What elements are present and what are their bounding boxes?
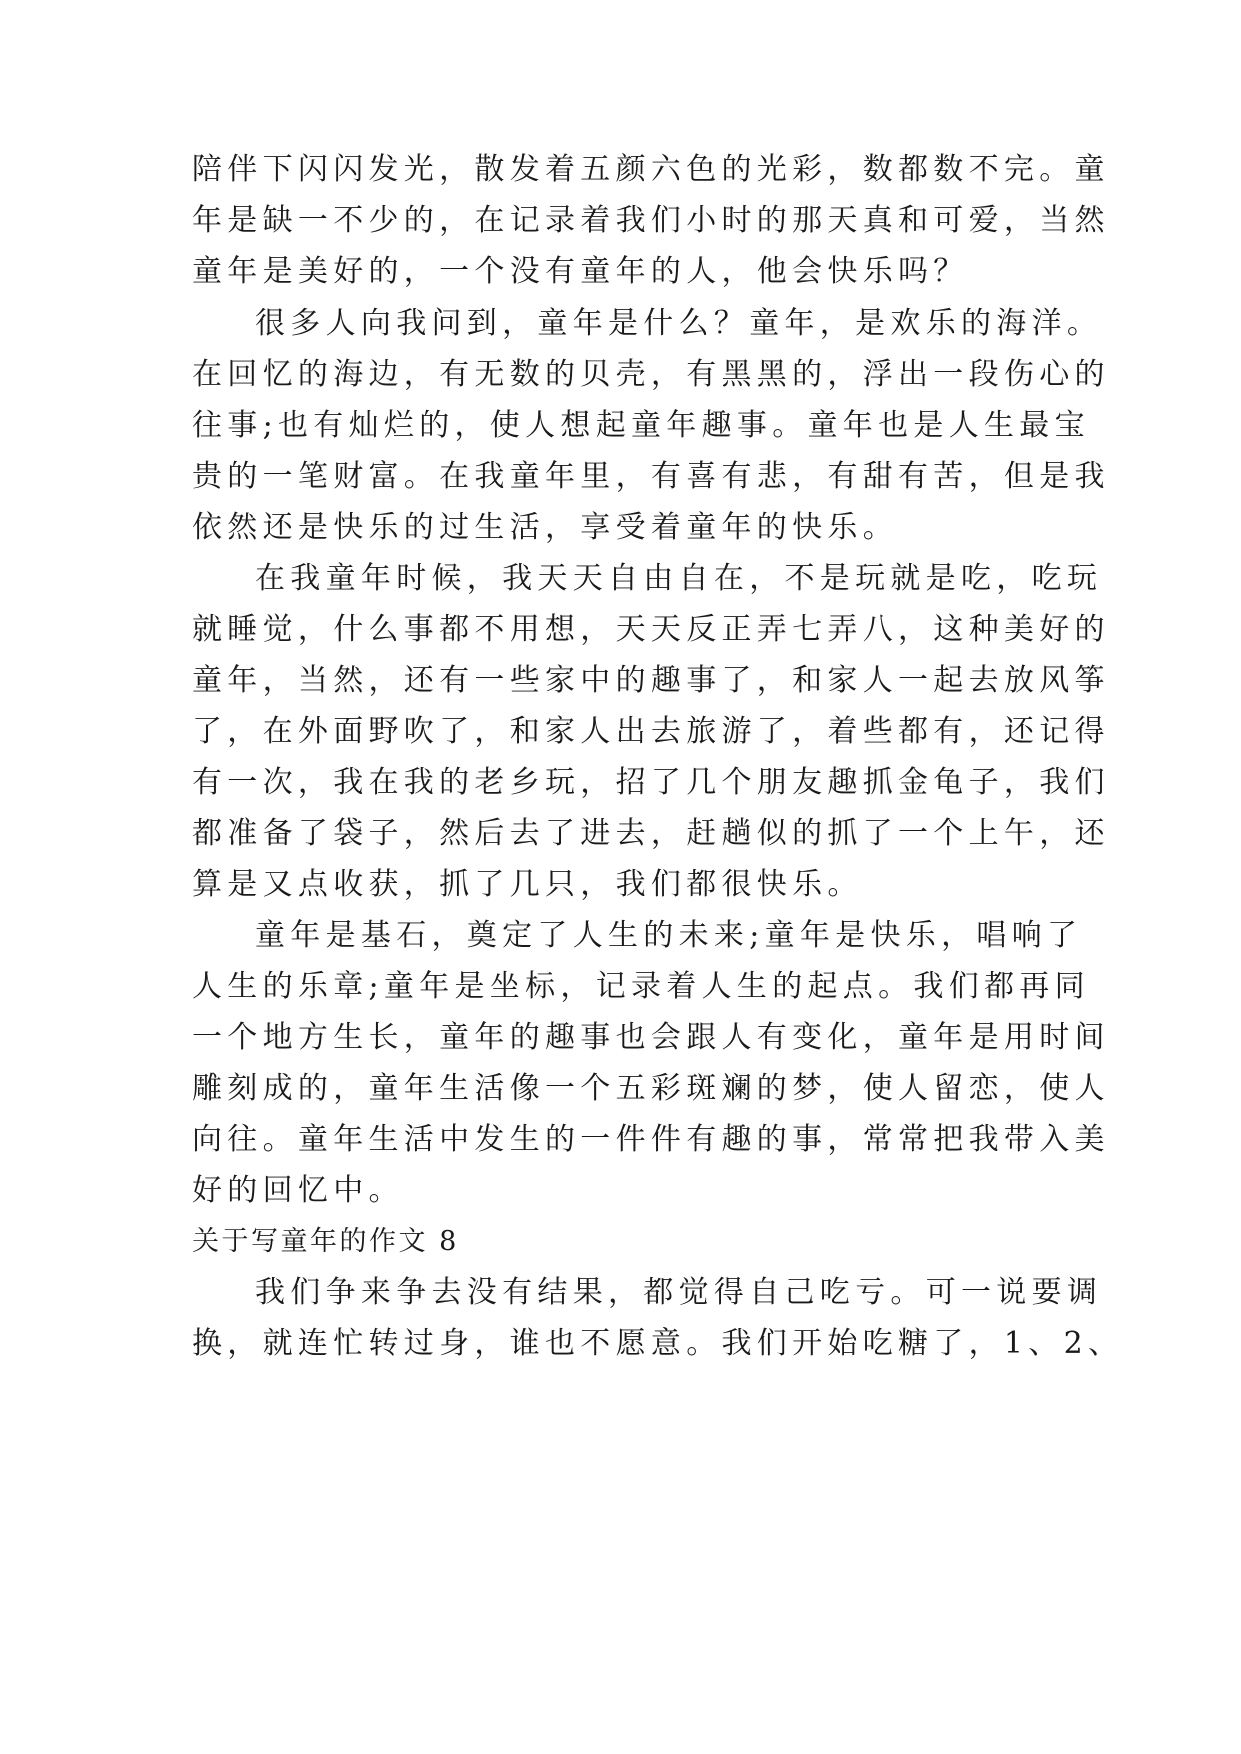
paragraph-line: 童年是美好的，一个没有童年的人，他会快乐吗？ bbox=[192, 254, 969, 289]
paragraph-line: 往事;也有灿烂的，使人想起童年趣事。童年也是人生最宝 bbox=[192, 408, 1090, 443]
paragraph-line: 在回忆的海边，有无数的贝壳，有黑黑的，浮出一段伤心的 bbox=[192, 357, 1110, 392]
section-heading: 关于写童年的作文 8 bbox=[192, 1226, 459, 1257]
paragraph-line: 换，就连忙转过身，谁也不愿意。我们开始吃糖了，1、2、 bbox=[192, 1326, 1124, 1361]
paragraph-line: 一个地方生长，童年的趣事也会跟人有变化，童年是用时间 bbox=[192, 1020, 1110, 1055]
paragraph-line: 好的回忆中。 bbox=[192, 1173, 404, 1208]
paragraph-line: 我们争来争去没有结果，都觉得自己吃亏。可一说要调 bbox=[255, 1275, 1103, 1310]
paragraph-line: 都准备了袋子，然后去了进去，赶趟似的抓了一个上午，还 bbox=[192, 816, 1110, 851]
paragraph-line: 陪伴下闪闪发光，散发着五颜六色的光彩，数都数不完。童 bbox=[192, 152, 1110, 187]
paragraph-line: 依然还是快乐的过生活，享受着童年的快乐。 bbox=[192, 510, 898, 545]
paragraph-line: 年是缺一不少的，在记录着我们小时的那天真和可爱，当然 bbox=[192, 203, 1110, 238]
paragraph-line: 童年，当然，还有一些家中的趣事了，和家人一起去放风筝 bbox=[192, 663, 1110, 698]
paragraph-line: 在我童年时候，我天天自由自在，不是玩就是吃，吃玩 bbox=[255, 561, 1103, 596]
paragraph-line: 了，在外面野吹了，和家人出去旅游了，着些都有，还记得 bbox=[192, 714, 1110, 749]
paragraph-line: 人生的乐章;童年是坐标，记录着人生的起点。我们都再同 bbox=[192, 969, 1090, 1004]
paragraph-line: 童年是基石，奠定了人生的未来;童年是快乐，唱响了 bbox=[255, 918, 1083, 953]
paragraph-line: 就睡觉，什么事都不用想，天天反正弄七弄八，这种美好的 bbox=[192, 612, 1110, 647]
paragraph-line: 贵的一笔财富。在我童年里，有喜有悲，有甜有苦，但是我 bbox=[192, 459, 1110, 494]
paragraph-line: 算是又点收获，抓了几只，我们都很快乐。 bbox=[192, 867, 863, 902]
paragraph-line: 很多人向我问到，童年是什么？童年，是欢乐的海洋。 bbox=[255, 306, 1103, 341]
paragraph-line: 向往。童年生活中发生的一件件有趣的事，常常把我带入美 bbox=[192, 1122, 1110, 1157]
paragraph-line: 有一次，我在我的老乡玩，招了几个朋友趣抓金龟子，我们 bbox=[192, 765, 1110, 800]
paragraph-line: 雕刻成的，童年生活像一个五彩斑斓的梦，使人留恋，使人 bbox=[192, 1071, 1110, 1106]
